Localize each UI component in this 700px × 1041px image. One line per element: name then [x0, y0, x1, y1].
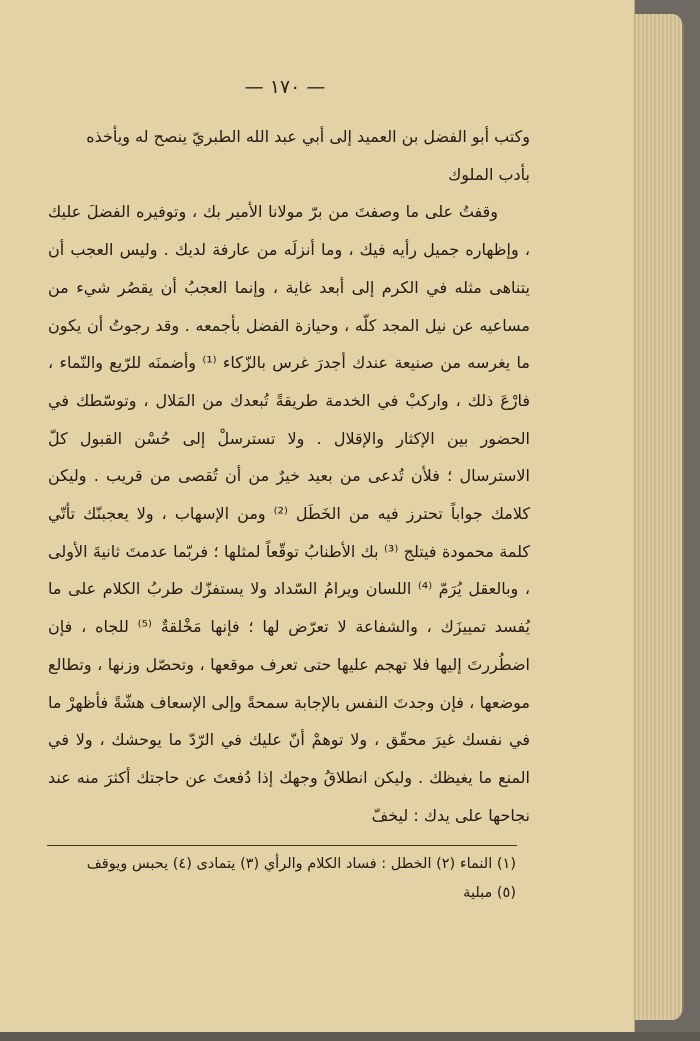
footnote-line-2: (٥) مبلية [463, 885, 516, 901]
footnote-divider [47, 845, 517, 846]
footnote-line-1: (١) النماء (٢) الخطل : فساد الكلام والرأي (٣) يتمادى (٤) يحبس ويوقف [86, 856, 516, 872]
heading-line-1: وكتب أبو الفضل بن العميد إلى أبي عبد الله الطبريّ ينصح له ويأخذه [86, 127, 530, 146]
body-paragraph: وقفتُ على ما وصفتَ من برّ مولانا الأمير بك ، وتوفيره الفضلَ عليك ، وإظهاره جميل رأيه فيك ، وما أنزلَه من عارفة لديك . وليس العجب أن يتناهى مثله في الكرم إلى أبعد غاية ، وإنما العجبُ أن يقصُر شيء من مساعيه عن نيل المجد كلّه ، وحيازة الفضل بأجمعه . وقد رجوتُ أن يكون ما يغرسه من صنيعة عندك أجدرَ غرس بالزّكاء ⁽¹⁾ وأضمنَه للرّيع والنّماء ، فارْعَ ذلك ، واركبْ في الخدمة طريقةً تُبعدك من المَلال ، وتوسّطك في الحضور بين الإكثار والإقلال . ولا تسترسلْ إلى حُسْن القبول كلّ الاسترسال ؛ فلأن تُدعى من بعيد خيرٌ من أن تُقصى من قريب . وليكن كلامك جواباً تحترز فيه من الخَطَل ⁽²⁾ ومن الإسهاب ، ولا يعجبنّك تأتّي كلمة محمودة فيتلج ⁽³⁾ بك الأطنابُ توقّعاً لمثلها ؛ فربّما عدمتَ ثانيةَ الأولى ، وبالعقل يُرَمّ ⁽⁴⁾ اللسان ويرامُ السّداد ولا يستفزّك طربُ الكلام على ما يُفسد تمييزَك ، والشفاعة لا تعرّض لها ؛ فإنها مَخْلقةٌ ⁽⁵⁾ للجاه ، فإن اضطُررتَ إليها فلا تهجم عليها حتى تعرف موقعها ، وتحصّل وزنها ، وتطالع موضعها ، فإن وجدتَ النفس بالإجابة سمحةً وإلى الإسعاف هشّةً فأظهرْ ما في نفسك غيرَ محقّق ، ولا توهمْ أنّ عليك في الرّدّ ما يوحشك ، ولا في المنع ما يغيظك . وليكن انطلاقُ وجهك إذا دُفعتَ عن حاجتك أكثرَ منه عند نجاحها على يدك : ليخفّ [48, 202, 531, 825]
footnotes [48, 850, 516, 908]
page-number: — ١٧٠ — [244, 76, 326, 98]
main-text [48, 118, 530, 834]
heading-line-2: بأدب الملوك [448, 164, 530, 184]
bottom-shadow [0, 1032, 700, 1041]
